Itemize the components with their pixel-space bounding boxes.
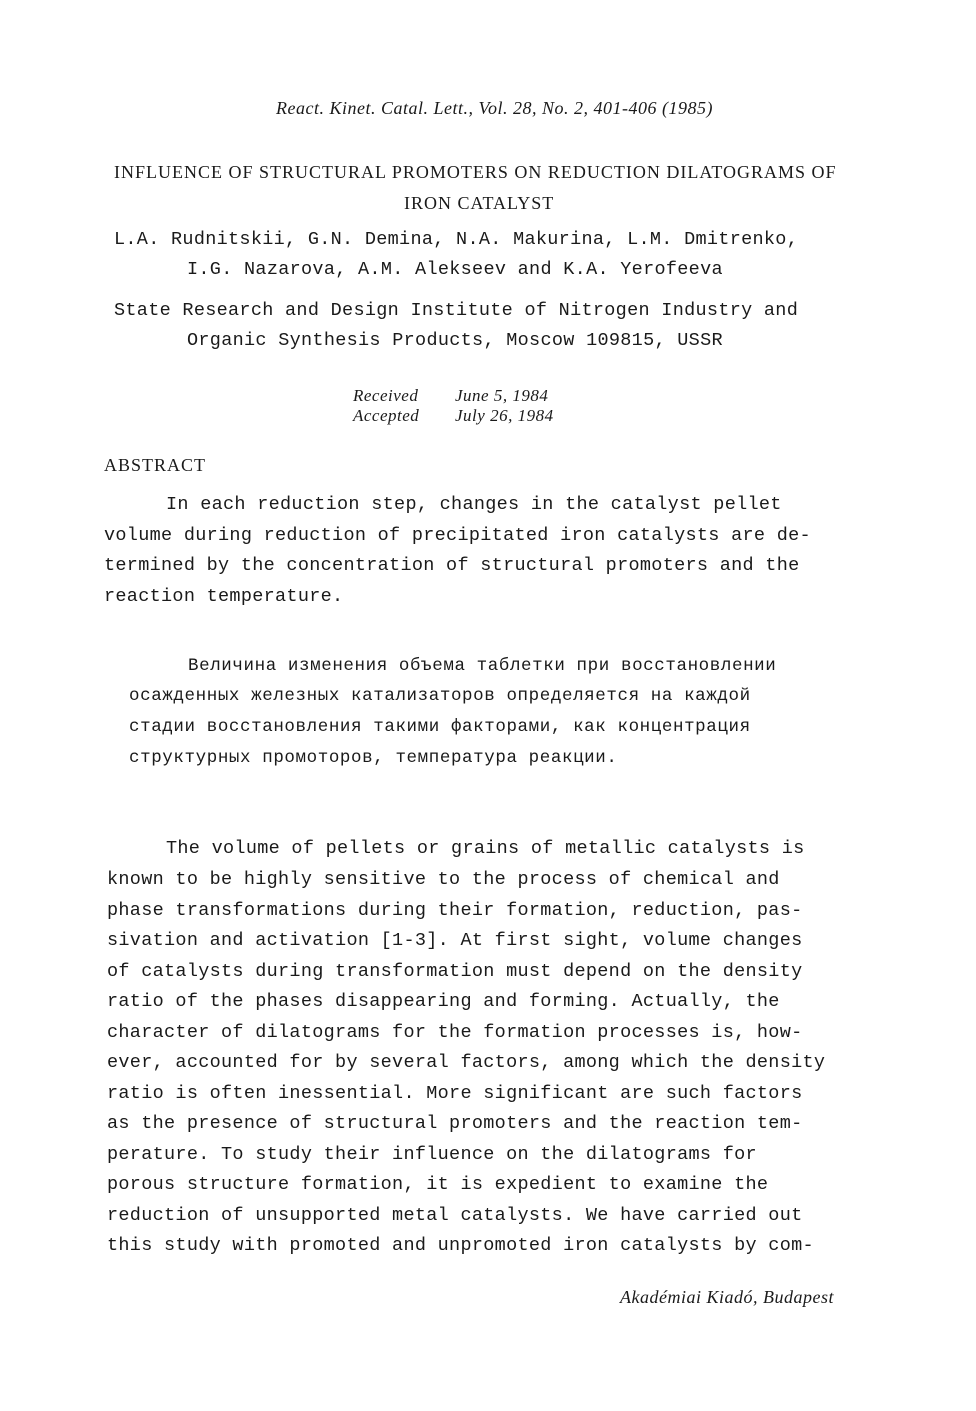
body-line-6: ratio of the phases disappearing and forming. Actually, the <box>107 991 780 1012</box>
affiliation-line-1: State Research and Design Institute of Nitrogen Industry and <box>114 300 799 321</box>
abstract-line-1: In each reduction step, changes in the catalyst pellet <box>166 494 782 515</box>
affiliation-line-2: Organic Synthesis Products, Moscow 109815, USSR <box>187 330 723 351</box>
russian-abstract-line-4: структурных промоторов, температура реакции. <box>129 748 618 768</box>
body-line-5: of catalysts during transformation must depend on the density <box>107 961 803 982</box>
abstract-heading: ABSTRACT <box>104 455 207 475</box>
received-date: June 5, 1984 <box>455 386 549 405</box>
title-line-1: INFLUENCE OF STRUCTURAL PROMOTERS ON REDUCTION DILATOGRAMS OF <box>114 162 837 182</box>
body-line-11: perature. To study their influence on the dilatograms for <box>107 1144 757 1165</box>
authors-line-1: L.A. Rudnitskii, G.N. Demina, N.A. Makurina, L.M. Dmitrenko, <box>114 229 799 250</box>
russian-abstract-line-2: осажденных железных катализаторов определяется на каждой <box>129 686 751 706</box>
journal-reference: React. Kinet. Catal. Lett., Vol. 28, No. 2, 401-406 (1985) <box>276 98 713 118</box>
body-line-3: phase transformations during their formation, reduction, pas- <box>107 900 803 921</box>
title-line-2: IRON CATALYST <box>404 193 555 213</box>
body-line-12: porous structure formation, it is expedient to examine the <box>107 1174 769 1195</box>
body-line-4: sivation and activation [1-3]. At first sight, volume changes <box>107 930 803 951</box>
abstract-line-3: termined by the concentration of structural promoters and the <box>104 555 800 576</box>
body-line-13: reduction of unsupported metal catalysts. We have carried out <box>107 1205 803 1226</box>
russian-abstract-line-3: стадии восстановления такими факторами, как концентрация <box>129 717 751 737</box>
body-line-8: ever, accounted for by several factors, among which the density <box>107 1052 826 1073</box>
body-line-1: The volume of pellets or grains of metallic catalysts is <box>166 838 805 859</box>
body-line-10: as the presence of structural promoters and the reaction tem- <box>107 1113 803 1134</box>
accepted-label: Accepted <box>353 406 420 425</box>
authors-line-2: I.G. Nazarova, A.M. Alekseev and K.A. Yerofeeva <box>187 259 723 280</box>
publisher-footer: Akadémiai Kiadó, Budapest <box>620 1287 834 1307</box>
body-line-9: ratio is often inessential. More significant are such factors <box>107 1083 803 1104</box>
accepted-date: July 26, 1984 <box>455 406 554 425</box>
body-line-14: this study with promoted and unpromoted iron catalysts by com- <box>107 1235 814 1256</box>
body-line-2: known to be highly sensitive to the process of chemical and <box>107 869 780 890</box>
body-line-7: character of dilatograms for the formation processes is, how- <box>107 1022 803 1043</box>
abstract-line-4: reaction temperature. <box>104 586 344 607</box>
received-label: Received <box>353 386 419 405</box>
russian-abstract-line-1: Величина изменения объема таблетки при восстановлении <box>188 656 777 676</box>
abstract-line-2: volume during reduction of precipitated iron catalysts are de- <box>104 525 811 546</box>
